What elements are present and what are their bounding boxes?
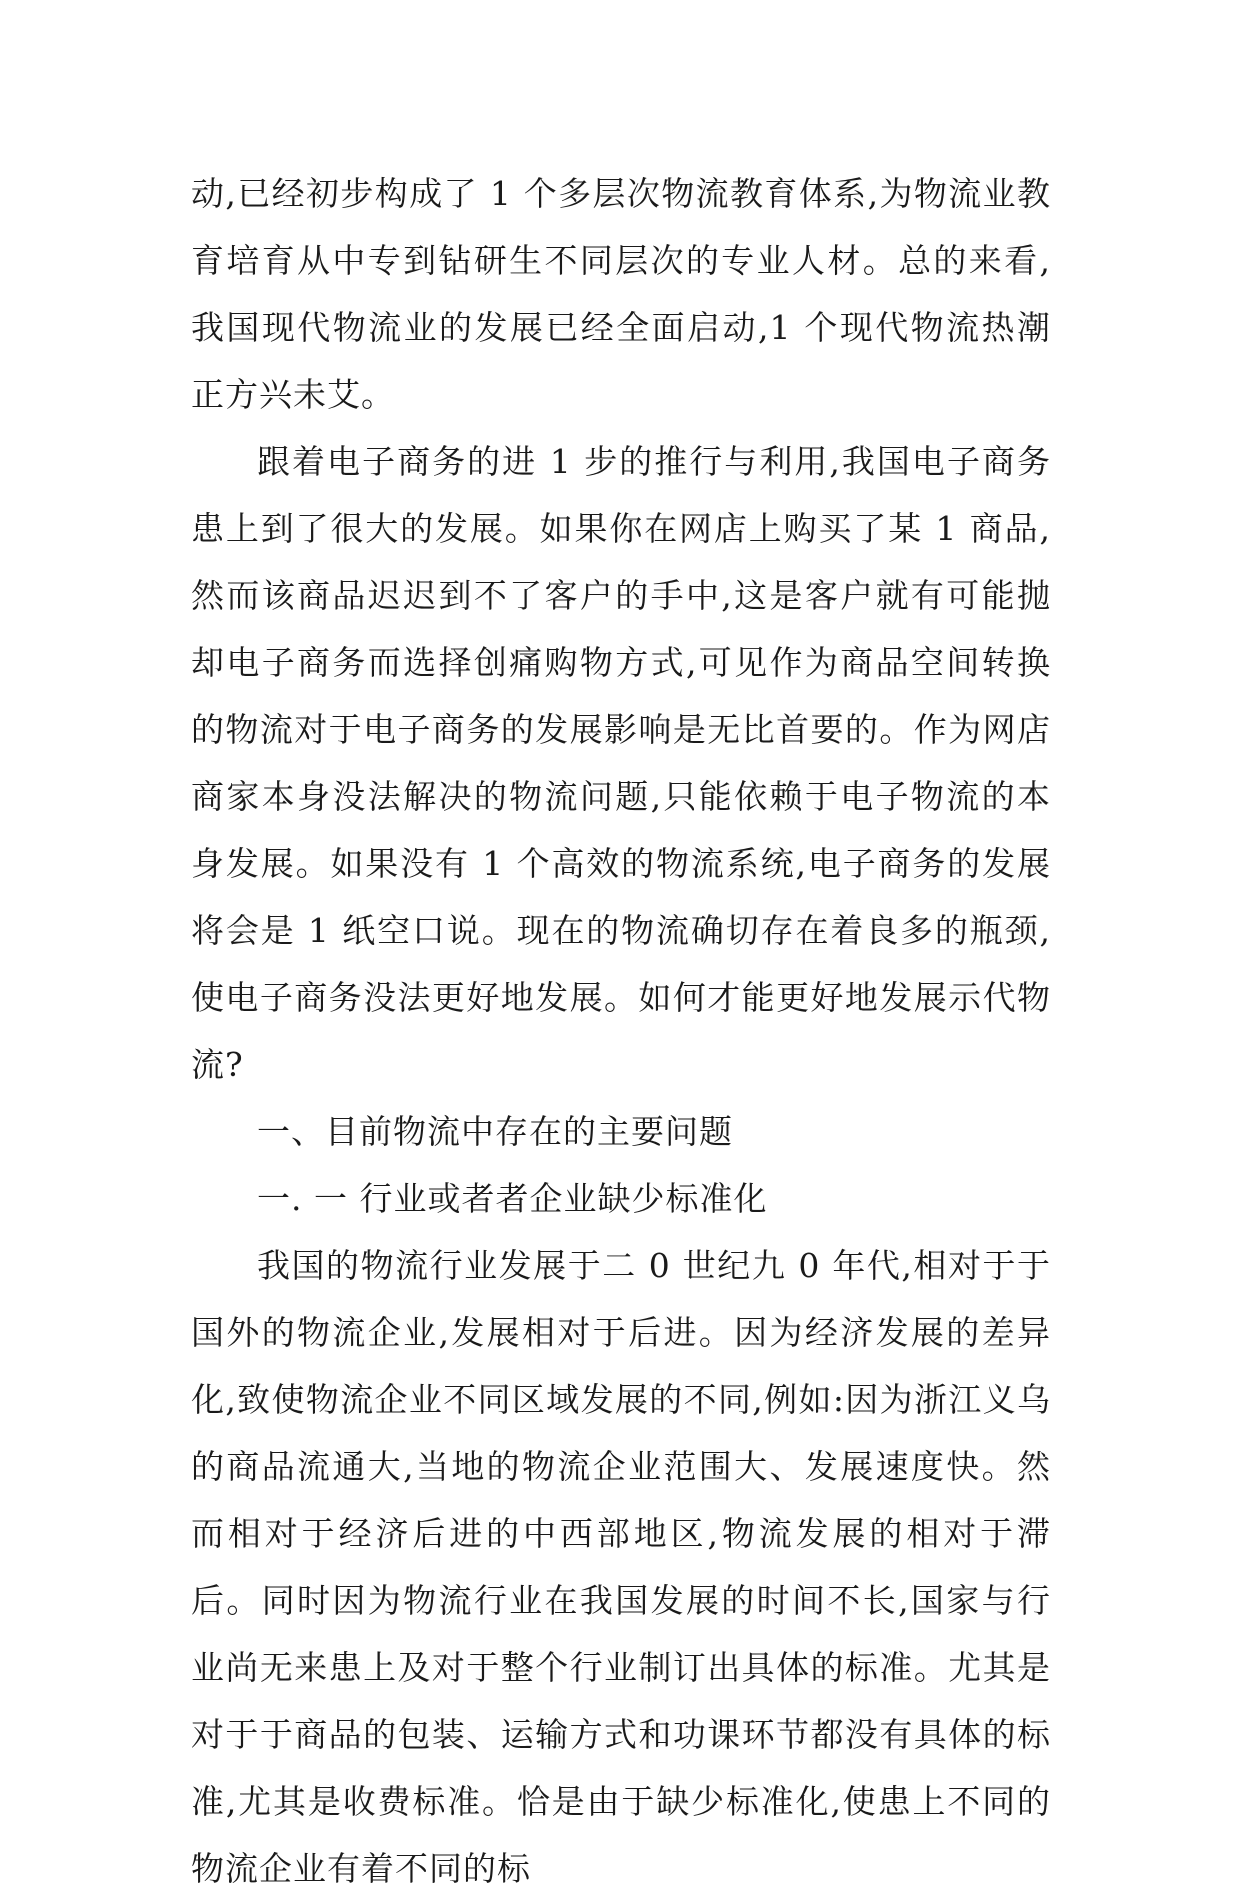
subsection-heading-standardization: 一. 一 行业或者者企业缺少标准化 (257, 1179, 768, 1218)
body-text (191, 160, 1051, 1902)
paragraph-ecommerce-logistics: 跟着电子商务的进 1 步的推行与利用,我国电子商务患上到了很大的发展。如果你在网店上购买了某 1 商品,然而该商品迟迟到不了客户的手中,这是客户就有可能抛却电子商务而选择创痛购物方式,可见作为商品空间转换的物流对于电子商务的发展影响是无比首要的。作为网店商家本身没法解决的物流问题,只能依赖于电子物流的本身发展。如果没有 1 个高效的物流系统,电子商务的发展将会是 1 纸空口说。现在的物流确切存在着良多的瓶颈,使电子商务没法更好地发展。如何才能更好地发展示代物流? (191, 442, 1051, 1084)
paragraph-continuation: 动,已经初步构成了 1 个多层次物流教育体系,为物流业教育培育从中专到钻研生不同层次的专业人材。总的来看,我国现代物流业的发展已经全面启动,1 个现代物流热潮正方兴未艾。 (191, 174, 1051, 414)
section-heading-main-problems: 一、目前物流中存在的主要问题 (257, 1112, 733, 1151)
paragraph-industry-development: 我国的物流行业发展于二 0 世纪九 0 年代,相对于于国外的物流企业,发展相对于后进。因为经济发展的差异化,致使物流企业不同区域发展的不同,例如:因为浙江义乌的商品流通大,当地的物流企业范围大、发展速度快。然而相对于经济后进的中西部地区,物流发展的相对于滞后。同时因为物流行业在我国发展的时间不长,国家与行业尚无来患上及对于整个行业制订出具体的标准。尤其是对于于商品的包装、运输方式和功课环节都没有具体的标准,尤其是收费标准。恰是由于缺少标准化,使患上不同的物流企业有着不同的标 (191, 1246, 1051, 1888)
